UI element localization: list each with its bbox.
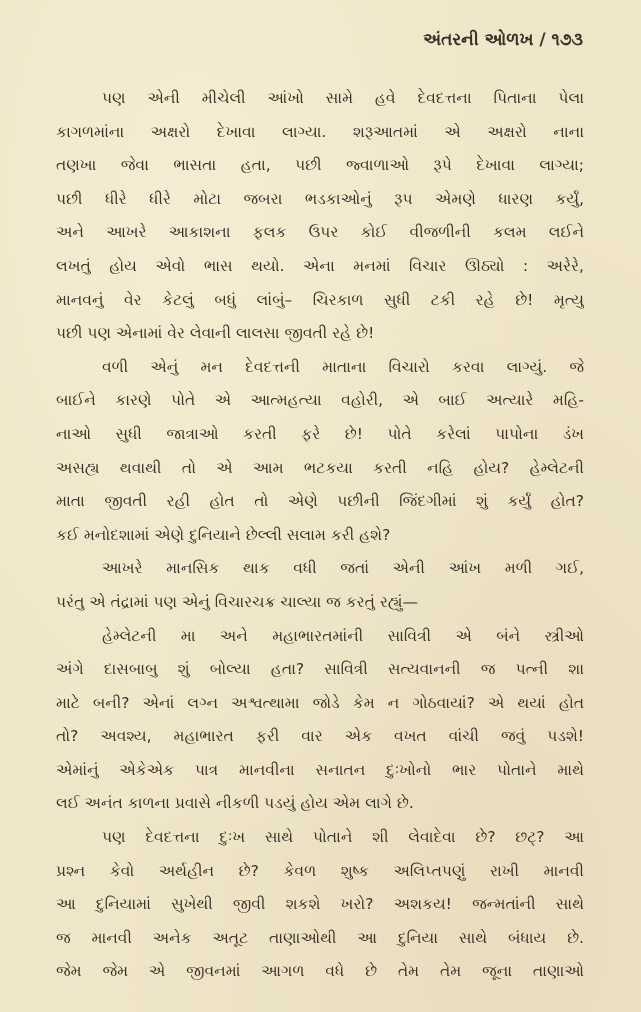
text-line: માતા જીવતી રહી હોત તો એણે પછીની જિંદગીમાં શું કર્યું હોત? — [56, 492, 584, 511]
text-line: પ્રશ્ન કેવો અર્થહીન છે? કેવળ શુષ્ક અલિપ્તપણું રાખી માનવી — [56, 861, 584, 880]
text-line: પછી પણ એનામાં વેર લેવાની લાલસા જીવતી રહે છે! — [56, 324, 375, 343]
text-line: કાગળમાંના અક્ષરો દેખાવા લાગ્યા. શરૂઆતમાં એ અક્ષરો નાના — [56, 122, 584, 141]
text-line: તો? અવશ્ય, મહાભારત ફરી વાર એક વખત વાંચી જવું પડશે! — [56, 727, 584, 746]
text-line: માનવનું વેર કેટલું બધું લાંબું– ચિરકાળ સુધી ટકી રહે છે! મૃત્યુ — [56, 290, 584, 309]
text-line: વળી એનું મન દેવદત્તની માતાના વિચારો કરવા લાગ્યું. જે — [102, 357, 584, 376]
text-line: લઈ અનંત કાળના પ્રવાસે નીકળી પડયું હોય એમ લાગે છે. — [56, 794, 414, 813]
text-line: લખતું હોય એવો ભાસ થયો. એના મનમાં વિચાર ઊઠ્યો : અરેરે, — [56, 256, 584, 275]
text-line: હેમ્લેટની મા અને મહાભારતમાંની સાવિત્રી એ બંને સ્ત્રીઓ — [102, 626, 584, 645]
text-line: જ માનવી અનેક અતૂટ તાણાઓથી આ દુનિયા સાથે બંધાય છે. — [56, 928, 584, 947]
running-head: અંતરની ઓળખ / ૧૭૩ — [423, 30, 583, 50]
text-line: આખરે માનસિક થાક વધી જતાં એની આંખ મળી ગઈ, — [102, 559, 584, 578]
body-text — [56, 82, 584, 989]
text-line: બાઈને કારણે પોતે એ આત્મહત્યા વહોરી, એ બાઈ અત્યારે મહિ- — [56, 391, 584, 410]
text-line: એમાંનું એકેએક પાત્ર માનવીના સનાતન દુઃખોનો ભાર પોતાને માથે — [56, 760, 584, 779]
text-line: પણ દેવદત્તના દુઃખ સાથે પોતાને શી લેવાદેવા છે? છટ્? આ — [102, 828, 584, 847]
text-line: નાઓ સુધી જાત્રાઓ કરતી ફરે છે! પોતે કરેલાં પાપોના ડંખ — [56, 424, 584, 443]
text-line: તણખા જેવા ભાસતા હતા, પછી જ્વાળાઓ રૂપે દેખાવા લાગ્યા; — [56, 156, 584, 175]
text-line: આ દુનિયામાં સુખેથી જીવી શકશે ખરો? અશકય! જન્મતાંની સાથે — [56, 895, 584, 914]
text-line: અને આખરે આકાશના ફલક ઉપર કોઈ વીજળીની કલમ લઈને — [56, 223, 584, 242]
text-line: જેમ જેમ એ જીવનમાં આગળ વધે છે તેમ તેમ જૂના તાણાઓ — [56, 962, 584, 981]
text-line: માટે બની? એનાં લગ્ન અશ્વત્થામા જોડે કેમ ન ગોઠવાયાં? એ થયાં હોત — [56, 693, 584, 712]
text-line: પણ એની મીચેલી આંખો સામે હવે દેવદત્તના પિતાના પેલા — [102, 89, 584, 107]
text-line: પછી ધીરે ધીરે મોટા જબરા ભડકાઓનું રૂપ એમણે ધારણ કર્યું, — [56, 189, 584, 208]
text-line: અસહ્ય થવાથી તો એ આમ ભટકયા કરતી નહિ હોય? હેમ્લેટની — [56, 458, 584, 477]
text-line: પરંતુ એ તંદ્રામાં પણ એનું વિચારચક્ર ચાલ્યા જ કરતું રહ્યું— — [56, 592, 418, 611]
text-line: અંગે દાસબાબુ શું બોલ્યા હતા? સાવિત્રી સત્યવાનની જ પત્ની શા — [56, 660, 584, 679]
text-line: કઈ મનોદશામાં એણે દુનિયાને છેલ્લી સલામ કરી હશે? — [56, 525, 391, 544]
